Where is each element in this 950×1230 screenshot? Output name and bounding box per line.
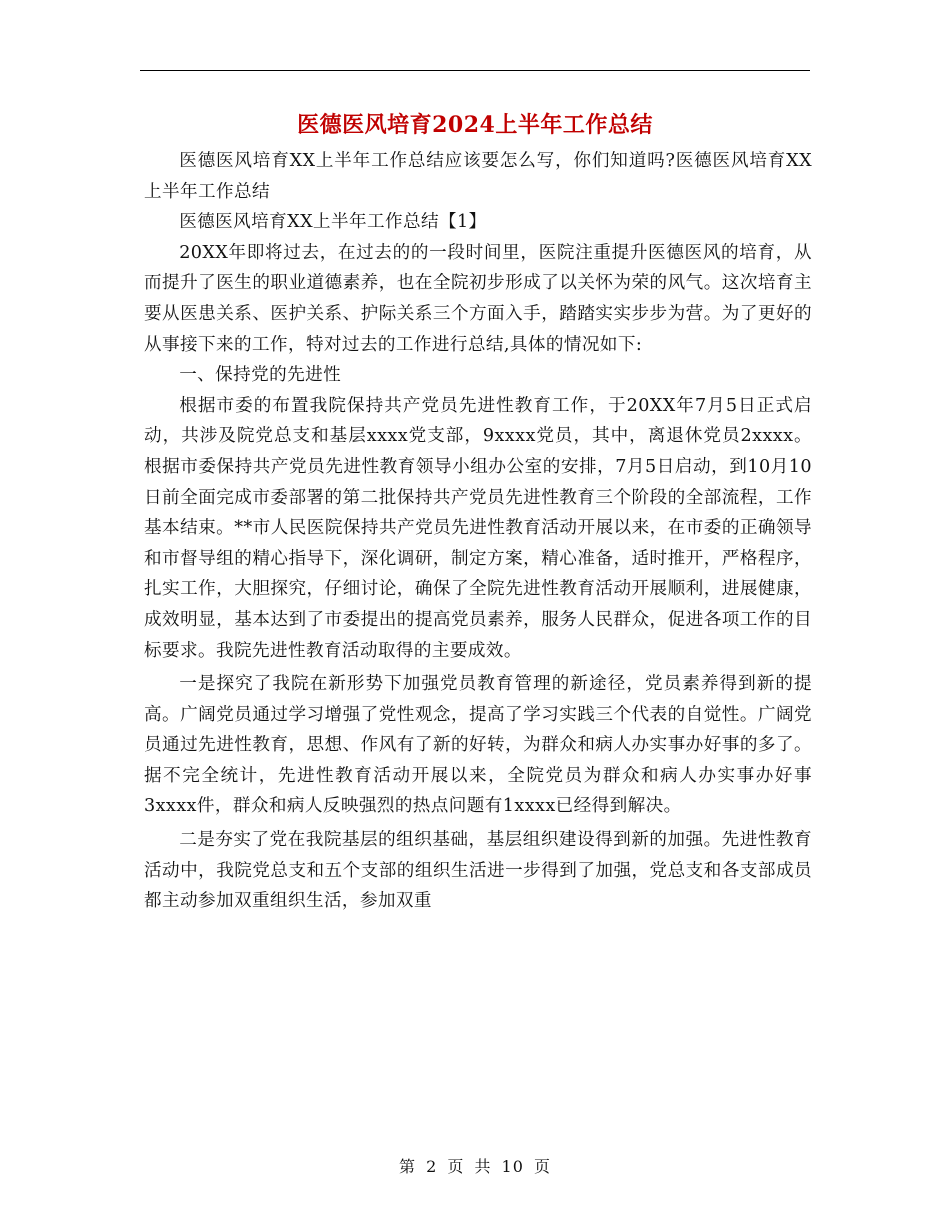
subsection-heading: 一、保持党的先进性 bbox=[179, 365, 342, 386]
intro-paragraph: 医德医风培育XX上半年工作总结应该要怎么写，你们知道吗?医德医风培育XX上半年工作总结 bbox=[144, 151, 812, 202]
body-paragraph: 根据市委的布置我院保持共产党员先进性教育工作，于20XX年7月5日正式启动，共涉及院党总支和基层xxxx党支部，9xxxx党员，其中，离退休党员2xxxx。根据市委保持共产党员先进性教育领导小组办公室的安排，7月5日启动，到10月10日前全面完成市委部署的第二批保持共产党员先进性教育三个阶段的全部流程，工作基本结束。**市人民医院保持共产党员先进性教育活动开展以来，在市委的正确领导和市督导组的精心指导下，深化调研，制定方案，精心准备，适时推开，严格程序，扎实工作，大胆探究，仔细讨论，确保了全院先进性教育活动开展顺利，进展健康，成效明显，基本达到了市委提出的提高党员素养，服务人民群众，促进各项工作的目标要求。我院先进性教育活动取得的主要成效。 bbox=[144, 395, 812, 661]
document-body bbox=[144, 146, 812, 917]
page-footer: 第 2 页 共 10 页 bbox=[399, 1157, 551, 1176]
document-title: 医德医风培育2024上半年工作总结 bbox=[297, 112, 653, 138]
body-paragraph: 一是探究了我院在新形势下加强党员教育管理的新途径，党员素养得到新的提高。广阔党员通过学习增强了党性观念，提高了学习实践三个代表的自觉性。广阔党员通过先进性教育，思想、作风有了新的好转，为群众和病人办实事办好事的多了。据不完全统计，先进性教育活动开展以来，全院党员为群众和病人办实事办好事3xxxx件，群众和病人反映强烈的热点问题有1xxxx已经得到解决。 bbox=[144, 674, 812, 817]
header-rule bbox=[140, 70, 810, 71]
overview-paragraph: 20XX年即将过去，在过去的的一段时间里，医院注重提升医德医风的培育，从而提升了医生的职业道德素养，也在全院初步形成了以关怀为荣的风气。这次培育主要从医患关系、医护关系、护际关系三个方面入手，踏踏实实步步为营。为了更好的从事接下来的工作，特对过去的工作进行总结,具体的情况如下: bbox=[144, 242, 812, 355]
body-paragraph: 二是夯实了党在我院基层的组织基础，基层组织建设得到新的加强。先进性教育活动中，我院党总支和五个支部的组织生活进一步得到了加强，党总支和各支部成员都主动参加双重组织生活，参加双重 bbox=[144, 830, 812, 912]
section-heading: 医德医风培育XX上半年工作总结【1】 bbox=[179, 212, 487, 233]
